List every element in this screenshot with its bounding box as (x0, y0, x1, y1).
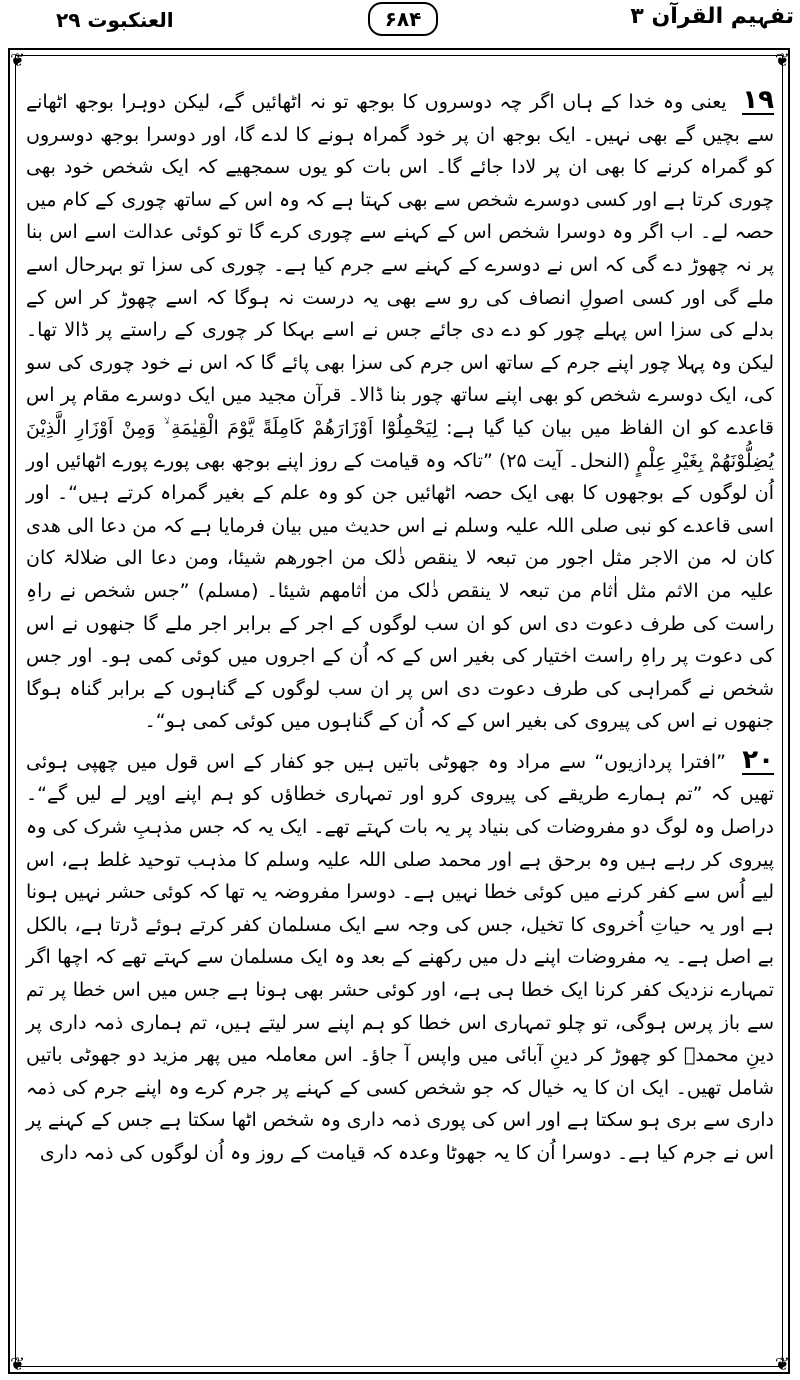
page-number: ۶۸۴ (368, 2, 438, 36)
footnote-19 (26, 86, 774, 738)
book-title: تفہیم القرآن ۳ (630, 4, 794, 29)
footnote-text: ”افترا پردازیوں“ سے مراد وہ جھوٹی باتیں ہیں جو کفار کے اس قول میں چھپی ہوئی تھیں کہ ”تم ہمارے طریقے کی پیروی کرو اور تمہاری خطاؤں کو ہم اپنے اوپر لے لیں گے“۔ دراصل وہ لوگ دو مفروضات کی بنیاد پر یہ بات کہتے تھے۔ ایک یہ کہ جس مذہبِ شرک کی وہ پیروی کر رہے ہیں وہ برحق ہے اور محمد صلی اللہ علیہ وسلم کا مذہب توحید غلط ہے، اس لیے اُس سے کفر کرنے میں کوئی خطا نہیں ہے۔ دوسرا مفروضہ یہ تھا کہ کوئی حشر نہیں ہونا ہے اور یہ حیاتِ اُخروی کا تخیل، جس کی وجہ سے ایک مسلمان کفر کرتے ہوئے ڈرتا ہے، بالکل بے اصل ہے۔ یہ مفروضات اپنے دل میں رکھنے کے بعد وہ ایک مسلمان سے کہتے تھے کہ اچھا اگر تمہارے نزدیک کفر کرنا ایک خطا ہی ہے، اور کوئی حشر بھی ہونا ہے جس میں اس خطا پر تم سے باز پرس ہوگی، تو چلو تمہاری اس خطا کو ہم اپنے سر لیتے ہیں، تم ہماری ذمہ داری پر دینِ محمدؐ کو چھوڑ کر دینِ آبائی میں واپس آ جاؤ۔ اس معاملہ میں پھر مزید دو جھوٹی باتیں شامل تھیں۔ ایک ان کا یہ خیال کہ جو شخص کسی کے کہنے پر جرم کرے وہ اپنے جرم کی ذمہ داری سے بری ہو سکتا ہے اور اس کی پوری ذمہ داری وہ شخص اٹھا سکتا ہے جس کے کہنے پر اس نے جرم کیا ہے۔ دوسرا اُن کا یہ جھوٹا وعدہ کہ قیامت کے روز وہ اُن لوگوں کی ذمہ داری (26, 750, 774, 1164)
footnote-20 (26, 746, 774, 1170)
surah-title: العنکبوت ۲۹ (56, 8, 174, 32)
corner-ornament-icon: ❦ (10, 1354, 26, 1375)
corner-ornament-icon: ❦ (10, 50, 26, 71)
page-header (0, 0, 800, 42)
corner-ornament-icon: ❦ (774, 50, 790, 71)
footnote-number: ۲۰ (742, 744, 775, 775)
footnote-number: ۱۹ (742, 85, 774, 115)
corner-ornament-icon: ❦ (774, 1354, 790, 1375)
footnote-text: یعنی وہ خدا کے ہاں اگر چہ دوسروں کا بوجھ تو نہ اٹھائیں گے، لیکن دوہرا بوجھ اٹھانے سے بچیں گے بھی نہیں۔ ایک بوجھ ان پر خود گمراہ ہونے کا لدے گا، اور دوسرا بوجھ دوسروں کو گمراہ کرنے کا بھی ان پر لادا جائے گا۔ اس بات کو یوں سمجھیے کہ ایک شخص خود بھی چوری کرتا ہے اور کسی دوسرے شخص سے بھی کہتا ہے کہ وہ اس کے ساتھ چوری کے کام میں حصہ لے۔ اب اگر وہ دوسرا شخص اس کے کہنے سے چوری کرے گا تو کوئی عدالت اسے اس بنا پر نہ چھوڑ دے گی کہ اس نے دوسرے کے کہنے سے جرم کیا ہے۔ چوری کی سزا تو بہرحال اسے ملے گی اور کسی اصولِ انصاف کی رو سے بھی یہ درست نہ ہوگا کہ اسے چھوڑ کر اس کے بدلے کی سزا اس پہلے چور کو دے دی جائے جس نے اسے بہکا کر چوری کے راستے پر ڈالا تھا۔ لیکن وہ پہلا چور اپنے جرم کے ساتھ اس جرم کی سزا بھی پائے گا کہ اس نے خود چوری کی سو کی، ایک دوسرے شخص کو بھی اپنے ساتھ چور بنا ڈالا۔ قرآن مجید میں ایک دوسرے مقام پر اس قاعدے کو ان الفاظ میں بیان کیا گیا ہے: لِيَحْمِلُوْٓا اَوْزَارَهُمْ كَامِلَةً يَّوْمَ الْقِيٰمَةِ ۙ وَمِنْ اَوْزَارِ الَّذِيْنَ يُضِلُّوْنَهُمْ بِغَيْرِ عِلْمٍ (النحل۔ آیت ۲۵) ”تاکہ وہ قیامت کے روز اپنے بوجھ بھی پورے پورے اٹھائیں اور اُن لوگوں کے بوجھوں کا بھی ایک حصہ اٹھائیں جن کو وہ علم کے بغیر گمراہ کرتے ہیں“۔ اور اسی قاعدے کو نبی صلی اللہ علیہ وسلم نے اس حدیث میں بیان فرمایا ہے کہ من دعا الی ھدی کان لہ من الاجر مثل اجور من تبعہ لا ینقص ذٰلک من اجورھم شیئا، ومن دعا الی ضلالۃ کان علیہ من الاثم مثل اٰثام من تبعہ لا ینقص ذٰلک من اٰثامھم شیئا۔ (مسلم) ”جس شخص نے راہِ راست کی طرف دعوت دی اس کو ان سب لوگوں کے اجر کے برابر اجر ملے گا جنھوں نے اس کی دعوت پر راہِ راست اختیار کی بغیر اس کے کہ اُن کے اجروں میں کوئی کمی ہو۔ اور جس شخص نے گمراہی کی طرف دعوت دی اس پر ان سب لوگوں کے گناہوں کے برابر گناہ ہوگا جنھوں نے اس کی پیروی کی بغیر اس کے کہ اُن کے گناہوں میں کوئی کمی ہو“۔ (26, 91, 774, 733)
commentary-body (26, 86, 774, 1366)
